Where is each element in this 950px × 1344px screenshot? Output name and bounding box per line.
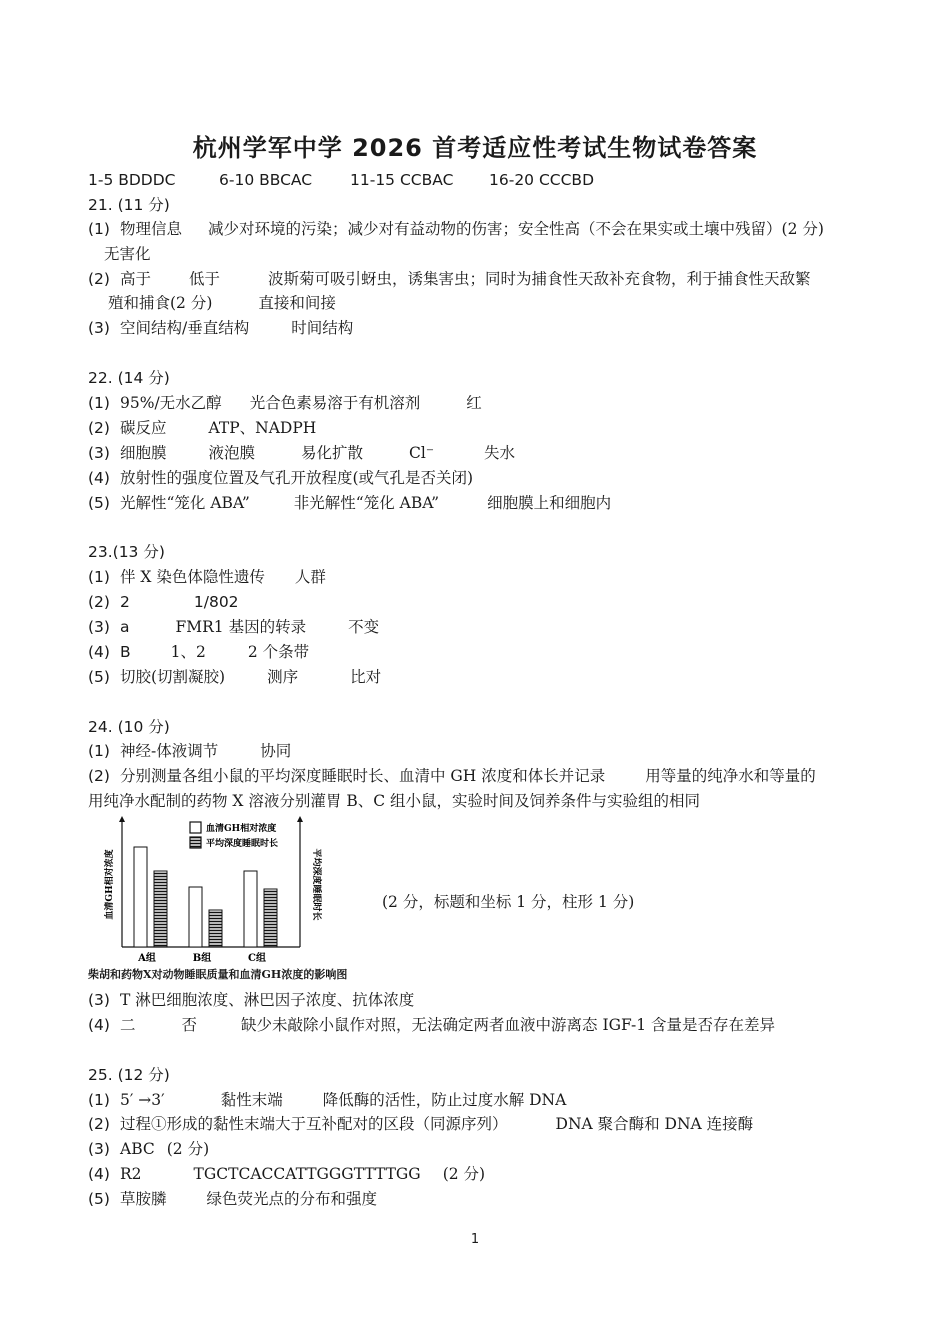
q22-line4: (4) 放射性的强度位置及气孔开放程度(或气孔是否关闭) <box>88 469 474 487</box>
bar-1-0 <box>154 871 167 947</box>
q22-line5: (5) 光解性“笼化 ABA” 非光解性“笼化 ABA” 细胞膜上和细胞内 <box>88 494 612 512</box>
q24-line3: (3) T 淋巴细胞浓度、淋巴因子浓度、抗体浓度 <box>88 991 415 1009</box>
chart-title: 柴胡和药物X对动物睡眠质量和血清GH浓度的影响图 <box>88 968 348 981</box>
q22-line2: (2) 碳反应 ATP、NADPH <box>88 419 317 437</box>
q24-line1: (1) 神经-体液调节 协同 <box>88 742 292 760</box>
page-title: 杭州学军中学 2026 首考适应性考试生物试卷答案 <box>192 134 758 162</box>
y-axis-right-label: 平均深度睡眠时长 <box>311 848 321 921</box>
q21-line2: (2) 高于 低于 波斯菊可吸引蚜虫，诱集害虫；同时为捕食性天敌补充食物，利于捕食性天敌繁 <box>88 270 811 288</box>
q24-heading: 24. (10 分) <box>88 718 170 736</box>
q21-line2b: 殖和捕食(2 分) 直接和间接 <box>108 294 336 312</box>
q23-line4: (4) B 1、2 2 个条带 <box>88 643 310 661</box>
page-number: 1 <box>470 1232 480 1247</box>
q25-line5: (5) 草胺膦 绿色荧光点的分布和强度 <box>88 1190 378 1208</box>
legend-swatch-1 <box>190 837 201 848</box>
legend-swatch-0 <box>190 822 201 833</box>
q25-heading: 25. (12 分) <box>88 1066 170 1084</box>
q21-line1b: 无害化 <box>104 245 151 263</box>
bar-1-1 <box>209 910 222 947</box>
q21-line1: (1) 物理信息 减少对环境的污染；减少对有益动物的伤害；安全性高（不会在果实或土壤中残留）(2 分) <box>88 220 824 238</box>
x-tick-label-0: A组 <box>138 953 156 964</box>
bar-0-1 <box>189 887 202 947</box>
legend-label-0: 血清GH相对浓度 <box>206 824 277 834</box>
q21-line3: (3) 空间结构/垂直结构 时间结构 <box>88 319 354 337</box>
mc-3: 11-15 CCBAC <box>350 171 454 189</box>
q22-heading: 22. (14 分) <box>88 369 170 387</box>
q23-line5: (5) 切胶(切割凝胶) 测序 比对 <box>88 668 382 686</box>
y-axis-left-label: 血清GH相对浓度 <box>105 849 115 920</box>
y-axis-right-arrow <box>297 816 303 822</box>
bar-0-2 <box>244 871 257 947</box>
mc-4: 16-20 CCCBD <box>489 171 595 189</box>
chart-bars <box>134 847 277 947</box>
q22-line1: (1) 95%/无水乙醇 光合色素易溶于有机溶剂 红 <box>88 394 482 412</box>
q24-line4: (4) 二 否 缺少未敲除小鼠作对照，无法确定两者血液中游离态 IGF-1 含量是否存在差异 <box>88 1016 776 1034</box>
q25-line3: (3) ABC (2 分) <box>88 1140 210 1158</box>
q21-heading: 21. (11 分) <box>88 196 170 214</box>
q25-line2: (2) 过程①形成的黏性末端大于互补配对的区段（同源序列） DNA 聚合酶和 DNA 连接酶 <box>88 1115 754 1133</box>
legend-label-1: 平均深度睡眠时长 <box>206 839 279 849</box>
q24-line2: (2) 分别测量各组小鼠的平均深度睡眠时长、血清中 GH 浓度和体长并记录 用等量的纯净水和等量的 <box>88 767 816 785</box>
q22-line3: (3) 细胞膜 液泡膜 易化扩散 Cl⁻ 失水 <box>88 444 516 462</box>
bar-chart <box>88 812 338 972</box>
mc-2: 6-10 BBCAC <box>219 171 313 189</box>
bar-1-2 <box>264 889 277 947</box>
chart-scoring-note: (2 分，标题和坐标 1 分，柱形 1 分) <box>382 893 635 911</box>
q23-line2: (2) 2 1/802 <box>88 593 239 611</box>
q23-heading: 23.(13 分) <box>88 543 165 561</box>
q25-line4: (4) R2 TGCTCACCATTGGGTTTTGG (2 分) <box>88 1165 486 1183</box>
x-tick-label-2: C组 <box>248 953 266 964</box>
chart-legend <box>190 822 278 849</box>
bar-0-0 <box>134 847 147 947</box>
mc-1: 1-5 BDDDC <box>88 171 176 189</box>
q23-line3: (3) a FMR1 基因的转录 不变 <box>88 618 380 636</box>
y-axis-left-arrow <box>119 816 125 822</box>
q23-line1: (1) 伴 X 染色体隐性遗传 人群 <box>88 568 326 586</box>
q25-line1: (1) 5′ →3′ 黏性末端 降低酶的活性，防止过度水解 DNA <box>88 1091 567 1109</box>
x-tick-label-1: B组 <box>192 953 212 964</box>
q24-line2b: 用纯净水配制的药物 X 溶液分别灌胃 B、C 组小鼠，实验时间及饲养条件与实验组的相同 <box>88 792 700 810</box>
